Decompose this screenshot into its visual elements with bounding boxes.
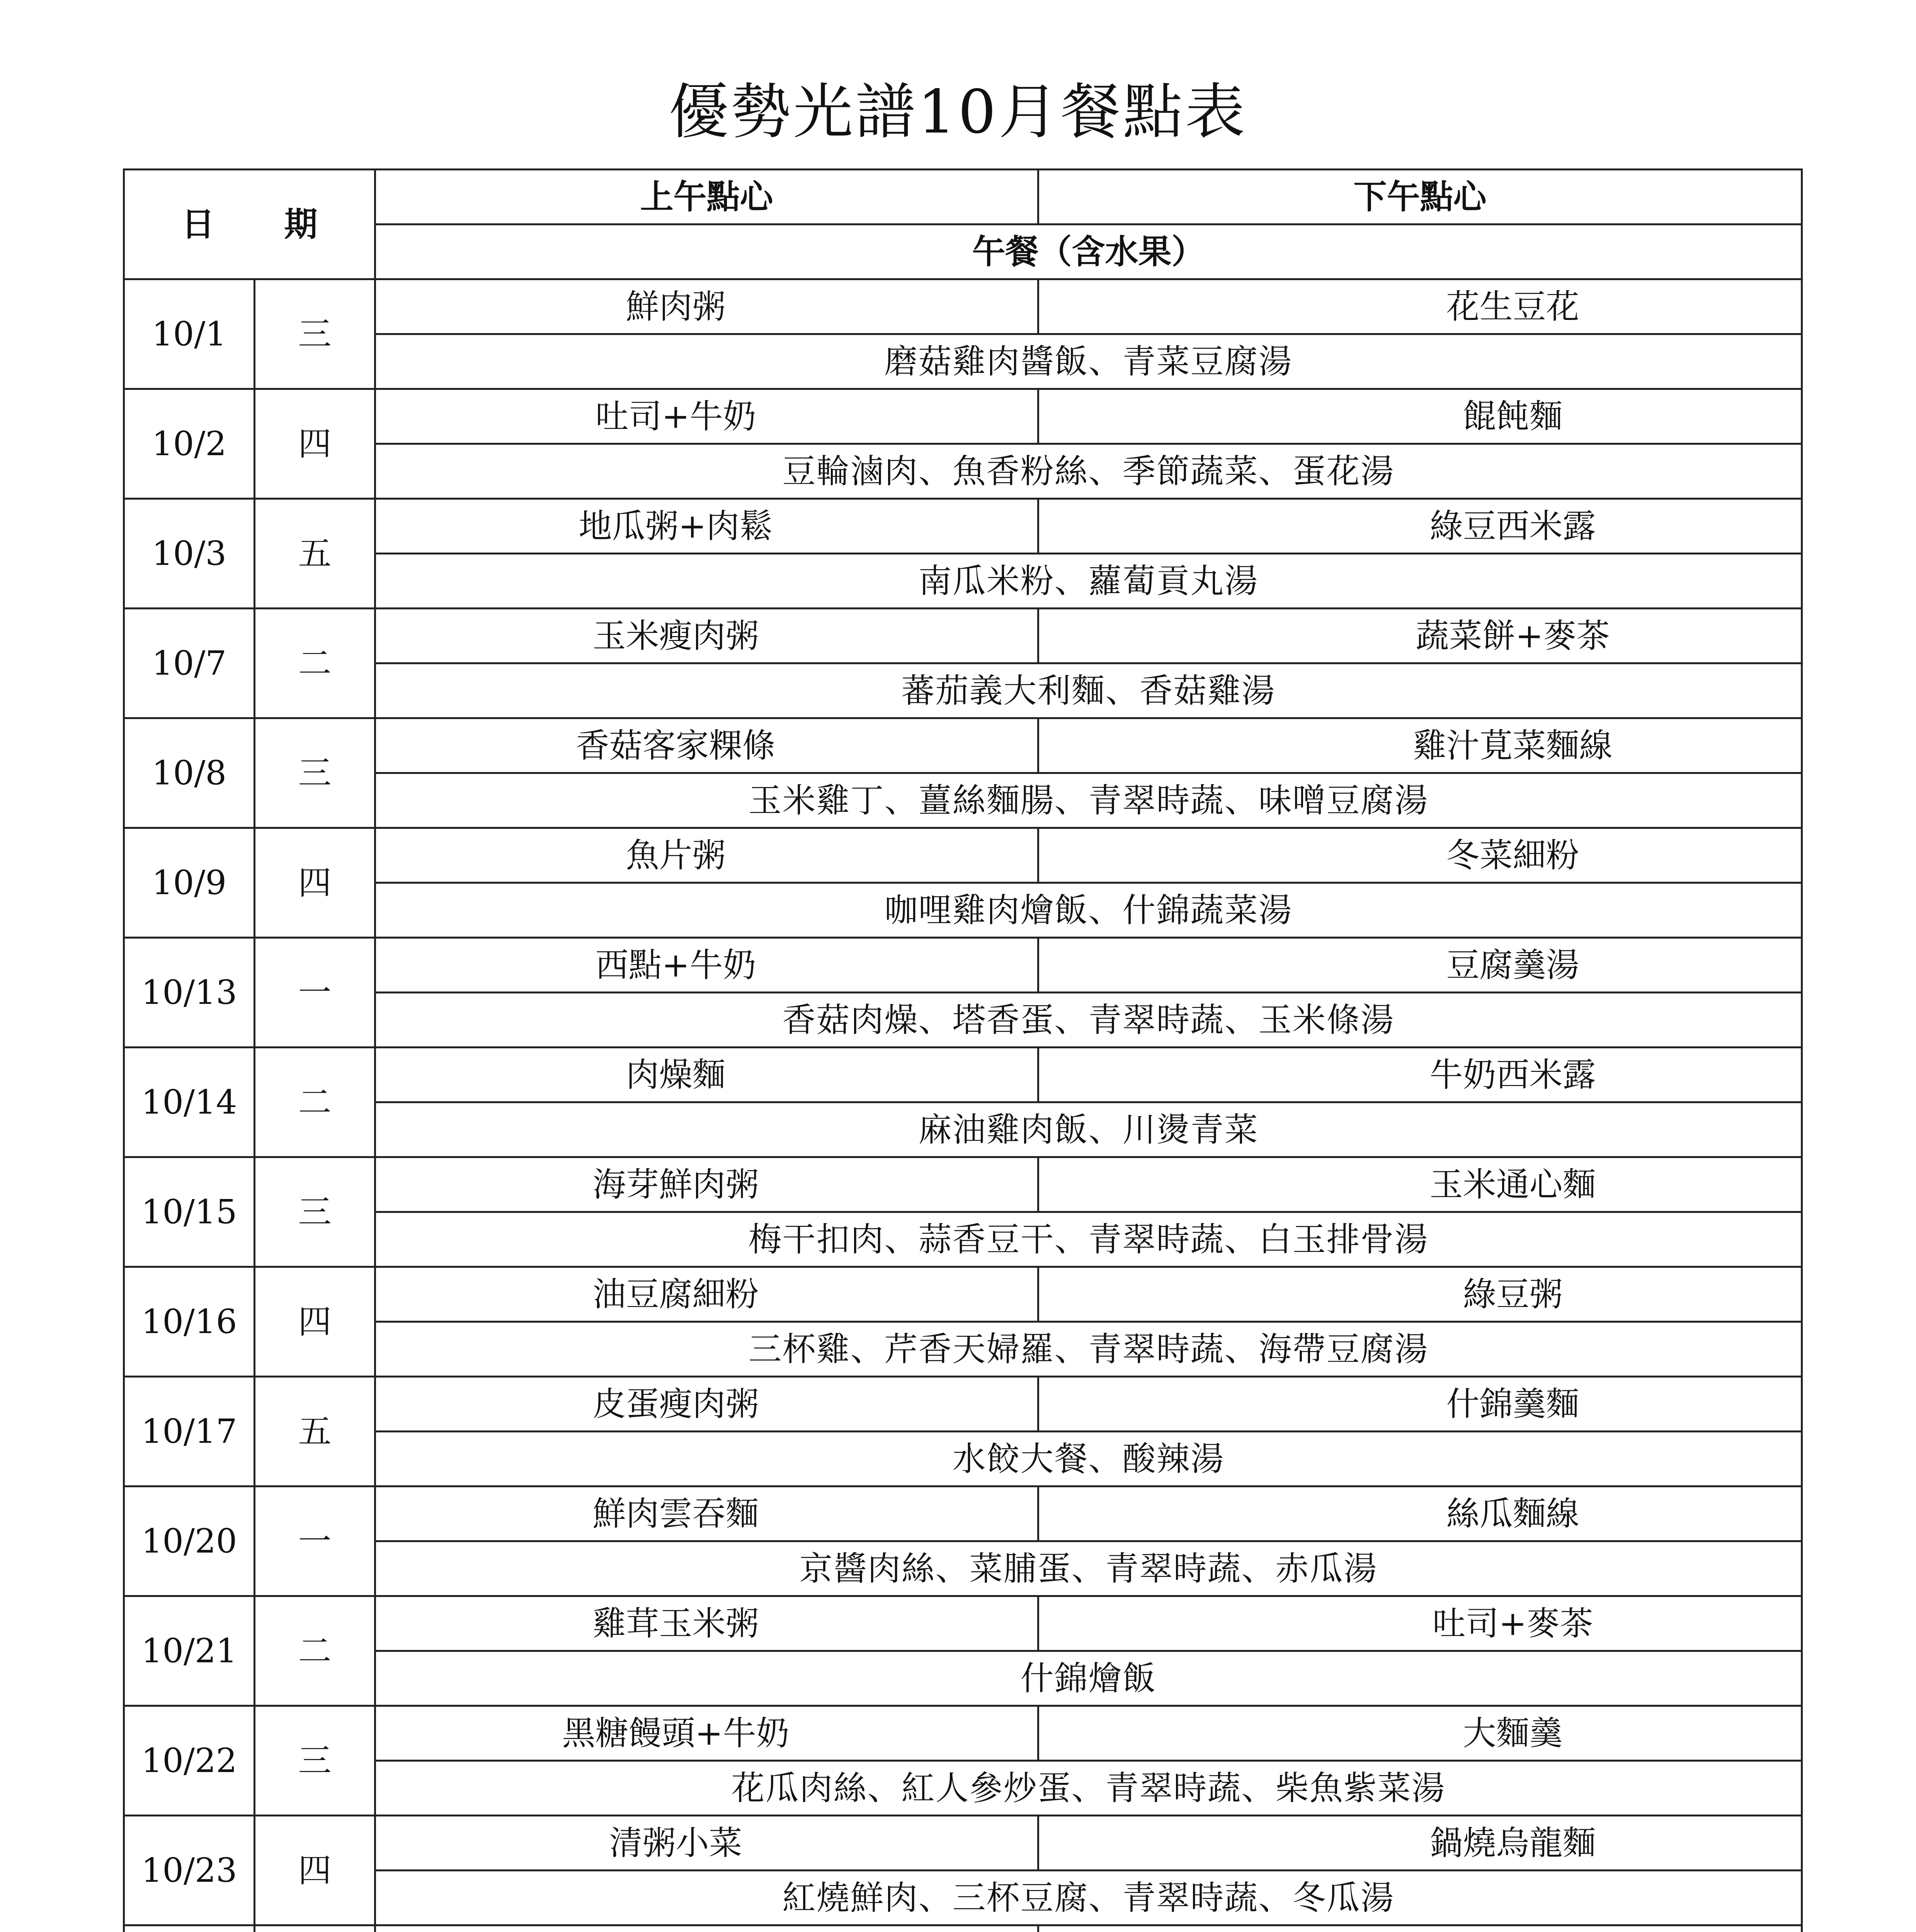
weekday-cell: 三 — [255, 1706, 375, 1816]
table-row — [124, 1541, 1802, 1596]
am-snack-cell: 玉米瘦肉粥 — [375, 609, 1038, 663]
table-row — [124, 1377, 1802, 1432]
weekday-cell: 四 — [255, 828, 375, 938]
date-cell: 10/8 — [124, 718, 255, 828]
table-row — [124, 1486, 1802, 1541]
header-row-snacks — [124, 170, 1802, 224]
weekday-cell: 二 — [255, 1596, 375, 1706]
pm-snack-cell: 綠豆西米露 — [1038, 499, 1802, 554]
am-snack-cell — [375, 1925, 1038, 1932]
table-row — [124, 499, 1802, 554]
table-row — [124, 609, 1802, 663]
weekday-cell: 四 — [255, 1267, 375, 1377]
lunch-cell: 咖哩雞肉燴飯、什錦蔬菜湯 — [375, 883, 1802, 938]
pm-snack-cell: 雞汁莧菜麵線 — [1038, 718, 1802, 773]
table-row — [124, 1871, 1802, 1925]
lunch-cell: 花瓜肉絲、紅人參炒蛋、青翠時蔬、柴魚紫菜湯 — [375, 1761, 1802, 1816]
weekday-cell: 四 — [255, 1816, 375, 1925]
lunch-cell: 玉米雞丁、薑絲麵腸、青翠時蔬、味噌豆腐湯 — [375, 773, 1802, 828]
pm-snack-cell — [1038, 1925, 1802, 1932]
table-row — [124, 718, 1802, 773]
weekday-cell: 三 — [255, 279, 375, 389]
date-cell — [124, 1925, 255, 1932]
table-row — [124, 279, 1802, 334]
meal-table — [123, 168, 1803, 1932]
am-snack-cell: 魚片粥 — [375, 828, 1038, 883]
pm-snack-cell: 餛飩麵 — [1038, 389, 1802, 444]
date-cell: 10/16 — [124, 1267, 255, 1377]
table-row — [124, 1761, 1802, 1816]
lunch-cell: 三杯雞、芹香天婦羅、青翠時蔬、海帶豆腐湯 — [375, 1322, 1802, 1377]
table-row — [124, 1816, 1802, 1871]
table-row — [124, 1651, 1802, 1706]
lunch-cell: 磨菇雞肉醬飯、青菜豆腐湯 — [375, 334, 1802, 389]
date-cell: 10/7 — [124, 609, 255, 718]
weekday-cell: 二 — [255, 609, 375, 718]
table-row — [124, 828, 1802, 883]
date-cell: 10/3 — [124, 499, 255, 609]
table-row — [124, 1706, 1802, 1761]
date-cell: 10/21 — [124, 1596, 255, 1706]
pm-snack-cell: 玉米通心麵 — [1038, 1157, 1802, 1212]
table-row — [124, 938, 1802, 993]
date-cell: 10/13 — [124, 938, 255, 1048]
date-cell: 10/15 — [124, 1157, 255, 1267]
date-cell: 10/9 — [124, 828, 255, 938]
date-cell: 10/17 — [124, 1377, 255, 1486]
pm-snack-cell: 冬菜細粉 — [1038, 828, 1802, 883]
weekday-cell: 四 — [255, 389, 375, 499]
date-cell: 10/1 — [124, 279, 255, 389]
table-row — [124, 1267, 1802, 1322]
table-row — [124, 663, 1802, 718]
date-cell: 10/2 — [124, 389, 255, 499]
am-snack-cell: 海芽鮮肉粥 — [375, 1157, 1038, 1212]
weekday-cell: 一 — [255, 1486, 375, 1596]
pm-snack-header: 下午點心 — [1038, 170, 1802, 224]
table-row — [124, 444, 1802, 499]
date-cell: 10/22 — [124, 1706, 255, 1816]
am-snack-cell: 黑糖饅頭+牛奶 — [375, 1706, 1038, 1761]
meal-table-body — [124, 170, 1802, 1932]
pm-snack-cell: 鍋燒烏龍麵 — [1038, 1816, 1802, 1871]
am-snack-cell: 肉燥麵 — [375, 1048, 1038, 1102]
pm-snack-cell: 花生豆花 — [1038, 279, 1802, 334]
table-row — [124, 1157, 1802, 1212]
page-title: 優勢光譜10月餐點表 — [669, 77, 1247, 147]
date-column-header — [124, 170, 375, 279]
pm-snack-cell: 吐司+麥茶 — [1038, 1596, 1802, 1651]
table-row — [124, 1432, 1802, 1486]
weekday-cell: 三 — [255, 1157, 375, 1267]
date-cell: 10/23 — [124, 1816, 255, 1925]
header-row-lunch — [124, 224, 1802, 279]
am-snack-cell: 雞茸玉米粥 — [375, 1596, 1038, 1651]
pm-snack-cell: 蔬菜餅+麥茶 — [1038, 609, 1802, 663]
pm-snack-cell: 什錦羹麵 — [1038, 1377, 1802, 1432]
lunch-cell: 京醬肉絲、菜脯蛋、青翠時蔬、赤瓜湯 — [375, 1541, 1802, 1596]
date-cell: 10/20 — [124, 1486, 255, 1596]
date-header-label-2: 期 — [284, 204, 318, 244]
lunch-cell: 蕃茄義大利麵、香菇雞湯 — [375, 663, 1802, 718]
table-row — [124, 1596, 1802, 1651]
pm-snack-cell: 綠豆粥 — [1038, 1267, 1802, 1322]
am-snack-cell: 清粥小菜 — [375, 1816, 1038, 1871]
lunch-cell: 南瓜米粉、蘿蔔貢丸湯 — [375, 554, 1802, 609]
table-row — [124, 773, 1802, 828]
weekday-cell: 五 — [255, 499, 375, 609]
am-snack-header: 上午點心 — [375, 170, 1038, 224]
am-snack-cell: 鮮肉粥 — [375, 279, 1038, 334]
am-snack-cell: 油豆腐細粉 — [375, 1267, 1038, 1322]
am-snack-cell: 香菇客家粿條 — [375, 718, 1038, 773]
table-row — [124, 1048, 1802, 1102]
weekday-cell: 五 — [255, 1377, 375, 1486]
date-cell: 10/14 — [124, 1048, 255, 1157]
lunch-header: 午餐（含水果） — [375, 224, 1802, 279]
weekday-cell — [255, 1925, 375, 1932]
lunch-cell: 什錦燴飯 — [375, 1651, 1802, 1706]
pm-snack-cell: 牛奶西米露 — [1038, 1048, 1802, 1102]
pm-snack-cell: 絲瓜麵線 — [1038, 1486, 1802, 1541]
am-snack-cell: 西點+牛奶 — [375, 938, 1038, 993]
am-snack-cell: 鮮肉雲吞麵 — [375, 1486, 1038, 1541]
pm-snack-cell: 豆腐羹湯 — [1038, 938, 1802, 993]
table-row — [124, 1322, 1802, 1377]
lunch-cell: 麻油雞肉飯、川燙青菜 — [375, 1102, 1802, 1157]
table-row — [124, 554, 1802, 609]
weekday-cell: 二 — [255, 1048, 375, 1157]
table-row — [124, 389, 1802, 444]
pm-snack-cell: 大麵羹 — [1038, 1706, 1802, 1761]
lunch-cell: 梅干扣肉、蒜香豆干、青翠時蔬、白玉排骨湯 — [375, 1212, 1802, 1267]
date-header-label-1: 日 — [181, 204, 215, 244]
table-row — [124, 1925, 1802, 1932]
table-row — [124, 1102, 1802, 1157]
am-snack-cell: 皮蛋瘦肉粥 — [375, 1377, 1038, 1432]
weekday-cell: 一 — [255, 938, 375, 1048]
table-row — [124, 334, 1802, 389]
lunch-cell: 紅燒鮮肉、三杯豆腐、青翠時蔬、冬瓜湯 — [375, 1871, 1802, 1925]
table-row — [124, 993, 1802, 1048]
lunch-cell: 水餃大餐、酸辣湯 — [375, 1432, 1802, 1486]
weekday-cell: 三 — [255, 718, 375, 828]
am-snack-cell: 吐司+牛奶 — [375, 389, 1038, 444]
table-row — [124, 883, 1802, 938]
lunch-cell: 豆輪滷肉、魚香粉絲、季節蔬菜、蛋花湯 — [375, 444, 1802, 499]
lunch-cell: 香菇肉燥、塔香蛋、青翠時蔬、玉米條湯 — [375, 993, 1802, 1048]
am-snack-cell: 地瓜粥+肉鬆 — [375, 499, 1038, 554]
table-row — [124, 1212, 1802, 1267]
